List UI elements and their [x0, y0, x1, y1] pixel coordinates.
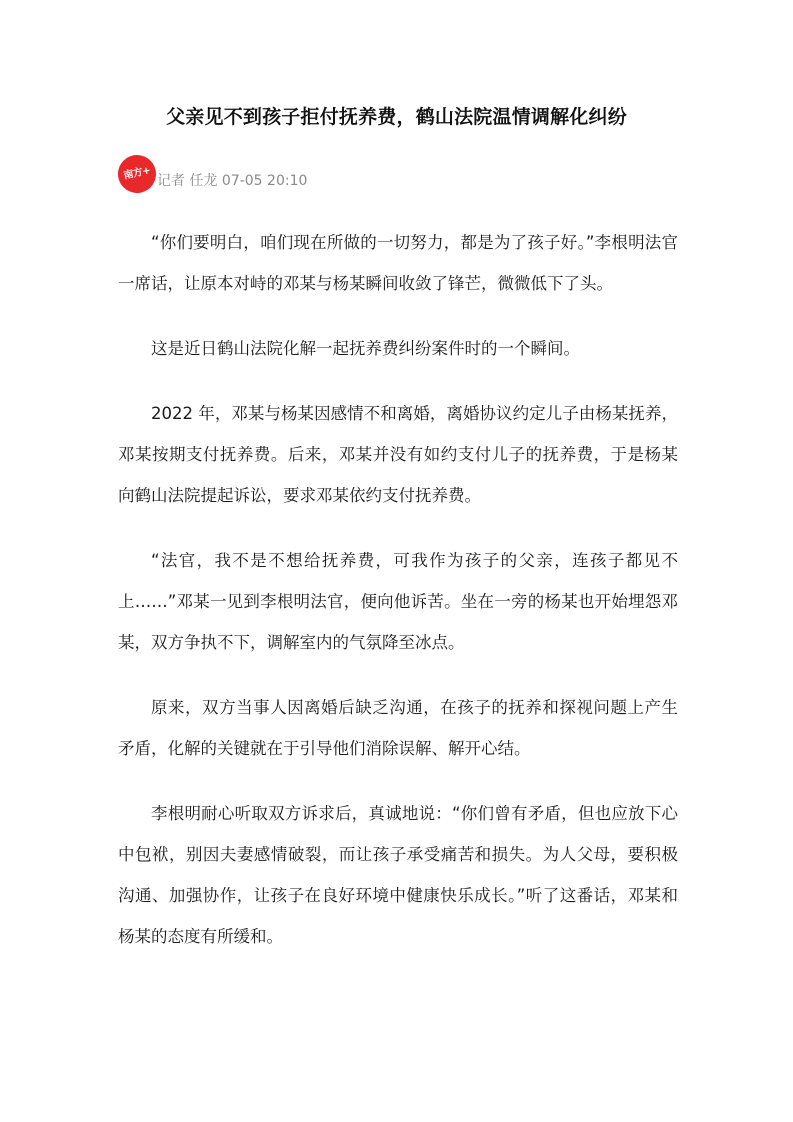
- article-body: [118, 222, 678, 981]
- byline: [118, 153, 307, 193]
- paragraph: 这是近日鹤山法院化解一起抚养费纠纷案件时的一个瞬间。: [151, 339, 580, 358]
- paragraph: 李根明耐心听取双方诉求后，真诚地说：“你们曾有矛盾，但也应放下心中包袱，别因夫妻感情破裂，而让孩子承受痛苦和损失。为人父母，要积极沟通、加强协作，让孩子在良好环境中健康快乐成长。”听了这番话，邓某和杨某的态度有所缓和。: [118, 804, 678, 946]
- byline-role: 记者: [157, 173, 185, 189]
- byline-datetime: 07-05 20:10: [221, 173, 308, 189]
- paragraph: “你们要明白，咱们现在所做的一切努力，都是为了孩子好。”李根明法官一席话，让原本对峙的邓某与杨某瞬间收敛了锋芒，微微低下了头。: [118, 233, 678, 293]
- paragraph: “法官，我不是不想给抚养费，可我作为孩子的父亲，连孩子都见不上……”邓某一见到李根明法官，便向他诉苦。坐在一旁的杨某也开始埋怨邓某，双方争执不下，调解室内的气氛降至冰点。: [118, 551, 678, 652]
- paragraph: 2022 年，邓某与杨某因感情不和离婚，离婚协议约定儿子由杨某抚养，邓某按期支付抚养费。后来，邓某并没有如约支付儿子的抚养费，于是杨某向鹤山法院提起诉讼，要求邓某依约支付抚养费。: [118, 404, 678, 505]
- article-title: 父亲见不到孩子拒付抚养费，鹤山法院温情调解化纠纷: [166, 106, 627, 128]
- byline-meta: [157, 171, 307, 191]
- paragraph: 原来，双方当事人因离婚后缺乏沟通，在孩子的抚养和探视问题上产生矛盾，化解的关键就在于引导他们消除误解、解开心结。: [118, 698, 678, 758]
- nanfang-plus-logo-icon: 南方+: [114, 151, 159, 196]
- byline-author: 任龙: [189, 173, 218, 189]
